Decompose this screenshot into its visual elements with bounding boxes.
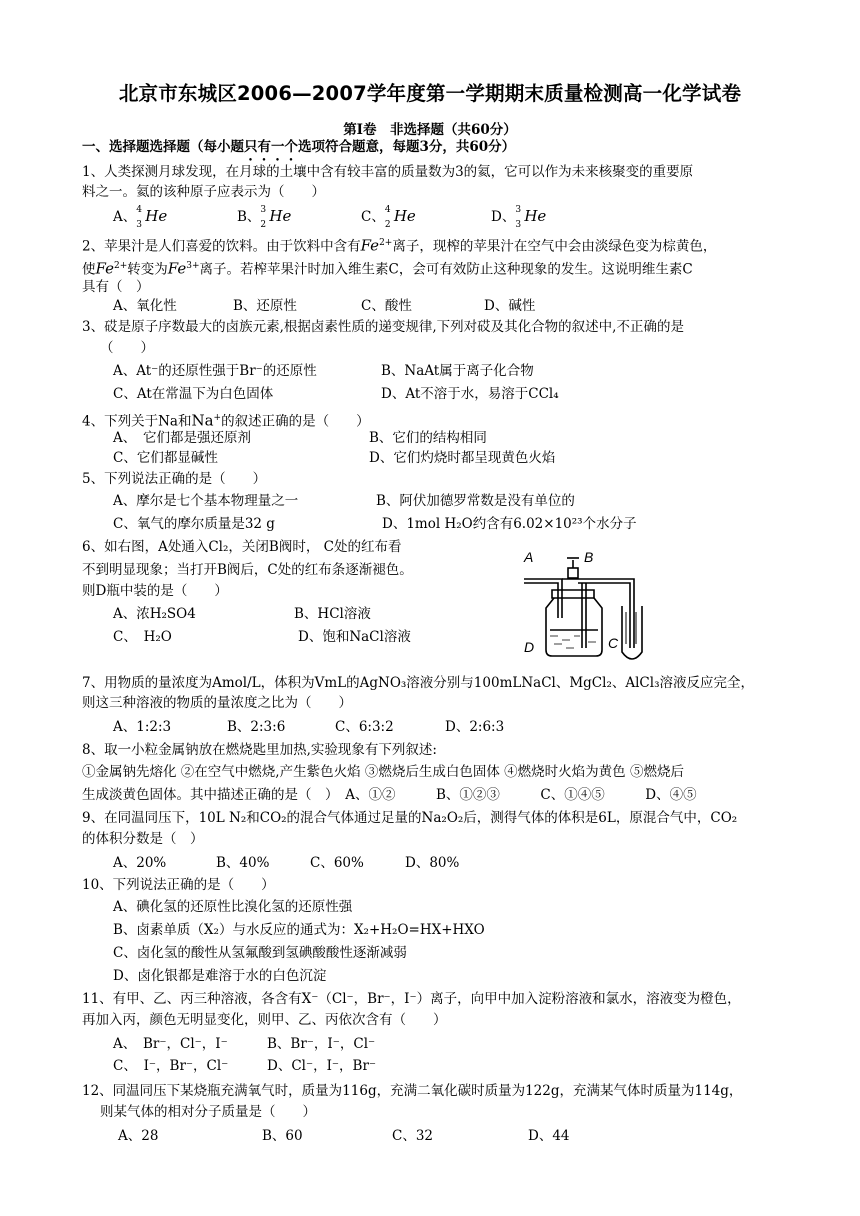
q2-option-b: B、还原性	[233, 298, 297, 314]
q10-stem: 10、下列说法正确的是（ ）	[82, 877, 275, 893]
bottle-d	[546, 598, 602, 656]
q4-option-b: B、它们的结构相同	[369, 430, 487, 446]
q12-option-c: C、32	[392, 1128, 434, 1144]
q11-stem-line2: 再加入丙，颜色无明显变化，则甲、乙、丙依次含有（ ）	[82, 1012, 447, 1028]
q6-option-b: B、HCl溶液	[294, 606, 371, 622]
q11-option-c: C、 I⁻，Br⁻，Cl⁻	[113, 1058, 229, 1074]
q5-option-c: C、氧气的摩尔质量是32 g	[113, 516, 275, 532]
isotope-symbol: 4 2 He	[384, 205, 416, 230]
test-tube-c	[622, 606, 642, 659]
emphasis-text: 只有一个	[244, 139, 298, 155]
q8-stem-line1: 8、取一小粒金属钠放在燃烧匙里加热,实验现象有下列叙述:	[82, 742, 437, 758]
q11-option-b: B、Br⁻，I⁻，Cl⁻	[267, 1036, 376, 1052]
q9-stem-line2: 的体积分数是（ ）	[82, 831, 204, 847]
q7-stem-line2: 则这三种溶液的物质的量浓度之比为（ ）	[82, 695, 352, 711]
q11-stem-line1: 11、有甲、乙、丙三种溶液，各含有X⁻（Cl⁻，Br⁻，I⁻）离子，向甲中加入淀粉溶液和氯水，溶液变为橙色，	[82, 991, 741, 1007]
q12-option-d: D、44	[528, 1128, 570, 1144]
exam-title: 北京市东城区2006—2007学年度第一学期期末质量检测高一化学试卷	[118, 82, 742, 105]
q4-stem: 4、下列关于Na和Na+的叙述正确的是（ ）	[82, 411, 370, 430]
q6-stem-line2: 不到明显现象；当打开B阀后，C处的红布条逐渐褪色。	[82, 562, 413, 578]
q2-stem-line3: 具有（ ）	[82, 279, 150, 295]
valve-b-icon	[568, 568, 578, 578]
q6-option-d: D、饱和NaCl溶液	[298, 629, 411, 645]
q3-option-a: A、At⁻的还原性强于Br⁻的还原性	[113, 363, 317, 379]
label-c: C	[608, 635, 619, 651]
q7-option-b: B、2:3:6	[227, 719, 286, 735]
q8-stem-line2: ①金属钠先熔化 ②在空气中燃烧,产生紫色火焰 ③燃烧后生成白色固体 ④燃烧时火焰为黄色 ⑤燃烧后	[82, 764, 684, 780]
q12-stem-line2: 则某气体的相对分子质量是（ ）	[100, 1104, 316, 1120]
q1-option-d: D、 3 3 He	[491, 205, 547, 230]
q3-option-c: C、At在常温下为白色固体	[113, 386, 274, 402]
label-d: D	[524, 639, 535, 655]
q10-option-a: A、碘化氢的还原性比溴化氢的还原性强	[113, 899, 353, 915]
q6-stem-line1: 6、如右图，A处通入Cl₂，关闭B阀时， C处的红布看	[82, 539, 402, 555]
q7-option-c: C、6:3:2	[335, 719, 394, 735]
q7-stem-line1: 7、用物质的量浓度为Amol/L，体积为VmL的AgNO₃溶液分别与100mLNaCl、MgCl₂、AlCl₃溶液反应完全，	[82, 675, 754, 691]
q1-option-a: A、 4 3 He	[113, 205, 168, 230]
q5-option-d: D、1mol H₂O约含有6.02×10²³个水分子	[382, 516, 637, 532]
q11-option-d: D、Cl⁻，I⁻，Br⁻	[267, 1058, 377, 1074]
q5-option-b: B、阿伏加德罗常数是没有单位的	[376, 493, 575, 509]
q9-option-a: A、20%	[113, 855, 167, 871]
q4-option-a: A、 它们都是强还原剂	[113, 430, 251, 446]
q3-option-b: B、NaAt属于离子化合物	[381, 363, 534, 379]
q5-option-a: A、摩尔是七个基本物理量之一	[113, 493, 299, 509]
q9-option-d: D、80%	[405, 855, 460, 871]
label-b: B	[584, 549, 594, 565]
q8-stem-line3: 生成淡黄色固体。其中描述正确的是（ ） A、①② B、①②③ C、①④⑤ D、④⑤	[82, 787, 697, 803]
q12-option-a: A、28	[118, 1128, 159, 1144]
q10-option-d: D、卤化银都是难溶于水的白色沉淀	[113, 968, 327, 984]
q6-option-c: C、 H₂O	[113, 629, 172, 645]
q9-stem-line1: 9、在同温同压下，10L N₂和CO₂的混合气体通过足量的Na₂O₂后，测得气体的体积是6L，原混合气中，CO₂	[82, 810, 738, 826]
q3-stem-line1: 3、砹是原子序数最大的卤族元素,根据卤素性质的递变规律,下列对砹及其化合物的叙述中,不正确的是	[82, 319, 684, 335]
q2-option-d: D、碱性	[484, 298, 536, 314]
q12-option-b: B、60	[262, 1128, 303, 1144]
q2-option-c: C、酸性	[361, 298, 412, 314]
q5-stem: 5、下列说法正确的是（ ）	[82, 471, 267, 487]
q6-option-a: A、浓H₂SO4	[113, 606, 196, 622]
q9-option-b: B、40%	[216, 855, 270, 871]
q10-option-c: C、卤化氢的酸性从氢氟酸到氢碘酸酸性逐渐减弱	[113, 945, 407, 961]
q11-option-a: A、 Br⁻，Cl⁻，I⁻	[113, 1036, 228, 1052]
q1-stem-line1: 1、人类探测月球发现，在月球的土壤中含有较丰富的质量数为3的氦，它可以作为未来核聚变的重要原	[82, 164, 694, 180]
q6-stem-line3: 则D瓶中装的是（ ）	[82, 583, 228, 599]
q2-stem-line1: 2、苹果汁是人们喜爱的饮料。由于饮料中含有$Fe^{2+}$离子，现榨的苹果汁在空气中会由淡绿色变为棕黄色，	[82, 236, 717, 255]
q4-option-c: C、它们都显碱性	[113, 450, 218, 466]
q3-stem-line2: （ ）	[100, 340, 154, 356]
section-heading: 一、选择题选择题（每小题只有一个选项符合题意，每题3分，共60分）	[82, 139, 516, 155]
apparatus-figure	[518, 548, 652, 666]
q7-option-d: D、2:6:3	[445, 719, 505, 735]
q9-option-c: C、60%	[310, 855, 364, 871]
q3-option-d: D、At不溶于水，易溶于CCl₄	[381, 386, 559, 402]
q7-option-a: A、1:2:3	[113, 719, 172, 735]
isotope-symbol: 3 2 He	[260, 205, 292, 230]
q2-stem-line2: 使$Fe^{2+}$转变为$Fe^{3+}$离子。若榨苹果汁时加入维生素C，会可有效防止这种现象的发生。这说明维生素C	[82, 259, 693, 278]
isotope-symbol: 3 3 He	[515, 205, 547, 230]
section-subtitle: 第Ⅰ卷 非选择题（共60分）	[343, 122, 517, 138]
q10-option-b: B、卤素单质（X₂）与水反应的通式为：X₂+H₂O=HX+HXO	[113, 922, 485, 938]
isotope-symbol: 4 3 He	[136, 205, 168, 230]
q12-stem-line1: 12、同温同压下某烧瓶充满氧气时，质量为116g，充满二氧化碳时质量为122g，充满某气体时质量为114g，	[82, 1083, 743, 1099]
q1-option-b: B、 3 2 He	[237, 205, 292, 230]
q1-stem-line2: 料之一。氦的该种原子应表示为（ ）	[82, 184, 325, 200]
label-a: A	[524, 549, 534, 565]
q1-option-c: C、 4 2 He	[361, 205, 416, 230]
q2-option-a: A、氧化性	[113, 298, 177, 314]
q4-option-d: D、它们灼烧时都呈现黄色火焰	[369, 450, 556, 466]
